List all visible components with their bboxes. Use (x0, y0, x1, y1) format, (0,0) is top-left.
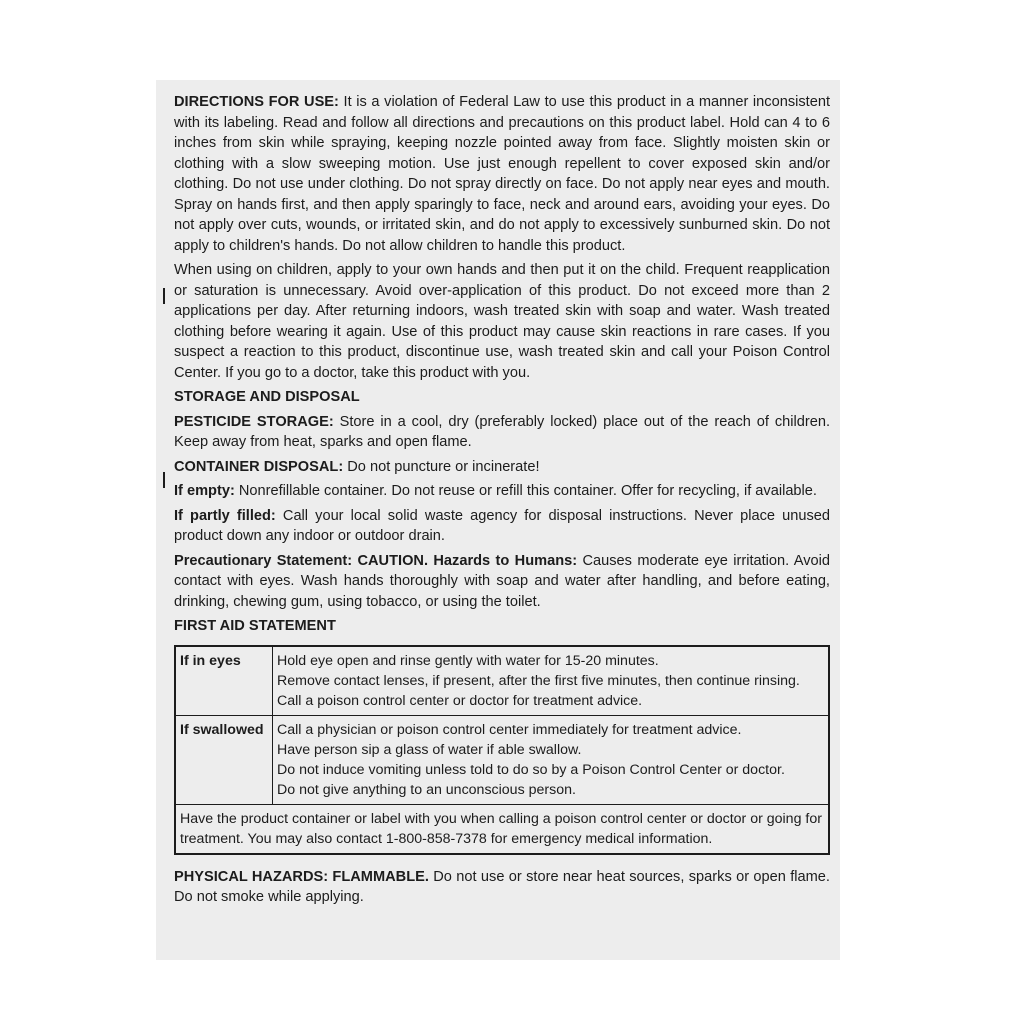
first-aid-case-eyes: If in eyes (175, 646, 273, 716)
first-aid-note: Have the product container or label with you when calling a poison control center or doctor or going for treatment. You may also contact 1-800-858-7378 for emergency medical information. (175, 804, 829, 854)
if-empty-label: If empty: (174, 483, 235, 499)
physical-hazards-paragraph (174, 867, 830, 908)
first-aid-line: Hold eye open and rinse gently with water for 15-20 minutes. (277, 652, 659, 669)
precautionary-text: Causes moderate eye irritation. Avoid contact with eyes. Wash hands thoroughly with soap and water after handling, and before eating, drinking, chewing gum, using tobacco, or using the toilet. (174, 552, 831, 610)
first-aid-instructions-eyes (273, 646, 830, 716)
first-aid-line: Call a physician or poison control center immediately for treatment advice. (277, 721, 742, 738)
margin-mark (163, 472, 165, 488)
first-aid-line: Do not induce vomiting unless told to do so by a Poison Control Center or doctor. (277, 761, 785, 778)
first-aid-row-eyes (175, 646, 829, 716)
pesticide-storage-label: PESTICIDE STORAGE: (174, 413, 334, 430)
precautionary-paragraph (174, 551, 830, 613)
first-aid-note-row (175, 804, 829, 854)
directions-paragraph (174, 92, 830, 256)
if-partly-filled-label: If partly filled: (174, 507, 276, 524)
first-aid-line: Remove contact lenses, if present, after the first five minutes, then continue rinsing. (277, 672, 800, 689)
if-partly-filled-text: Call your local solid waste agency for disposal instructions. Never place unused product down any indoor or outdoor drain. (174, 507, 830, 544)
container-disposal-paragraph (174, 457, 830, 478)
first-aid-instructions-swallowed (273, 715, 830, 804)
first-aid-case-swallowed: If swallowed (175, 715, 273, 804)
pesticide-storage-text: Store in a cool, dry (preferably locked) place out of the reach of children. Keep away from heat, sparks and open flame. (174, 413, 831, 450)
if-partly-filled-paragraph (174, 506, 830, 547)
pesticide-storage-paragraph (174, 412, 830, 453)
if-empty-paragraph (174, 481, 830, 502)
first-aid-row-swallowed (175, 715, 829, 804)
precautionary-label: Precautionary Statement: CAUTION. Hazards to Humans: (174, 552, 578, 569)
label-text-block (174, 92, 830, 912)
first-aid-line: Do not give anything to an unconscious person. (277, 781, 576, 798)
first-aid-table (174, 645, 830, 855)
container-disposal-label: CONTAINER DISPOSAL: (174, 458, 344, 475)
directions-text: It is a violation of Federal Law to use this product in a manner inconsistent with its labeling. Read and follow all directions and precautions on this product label. Hold can 4 to 6 inches from skin while spraying, keeping nozzle pointed away from face. Slightly moisten skin or clothing with a slow sweeping motion. Use just enough repellent to cover exposed skin and/or clothing. Do not use under clothing. Do not spray directly on face. Do not apply near eyes and mouth. Spray on hands first, and then apply sparingly to face, neck and around ears, avoiding your eyes. Do not apply over cuts, wounds, or irritated skin, and do not apply to excessively sunburned skin. Do not apply to children's hands. Do not allow children to handle this product. (174, 94, 831, 254)
first-aid-heading: FIRST AID STATEMENT (174, 618, 336, 634)
storage-heading: STORAGE AND DISPOSAL (174, 389, 360, 405)
product-label (156, 80, 840, 960)
first-aid-line: Call a poison control center or doctor for treatment advice. (277, 692, 643, 709)
margin-mark (163, 288, 165, 304)
directions-heading: DIRECTIONS FOR USE: (174, 94, 339, 110)
container-disposal-text: Do not puncture or incinerate! (347, 458, 540, 475)
children-paragraph: When using on children, apply to your own hands and then put it on the child. Frequent reapplication or saturation is unnecessary. Avoid over-application of this product. Do not exceed more than 2 applications per day. After returning indoors, wash treated skin with soap and water. Wash treated clothing before wearing it again. Use of this product may cause skin reactions in rare cases. If you suspect a reaction to this product, discontinue use, wash treated skin and call your Poison Control Center. If you go to a doctor, take this product with you. (174, 262, 830, 381)
if-empty-text: Nonrefillable container. Do not reuse or refill this container. Offer for recycling, if available. (238, 483, 817, 499)
physical-hazards-text: Do not use or store near heat sources, sparks or open flame. Do not smoke while applying. (174, 868, 830, 905)
first-aid-line: Have person sip a glass of water if able swallow. (277, 741, 582, 758)
physical-hazards-label: PHYSICAL HAZARDS: FLAMMABLE. (174, 868, 429, 885)
